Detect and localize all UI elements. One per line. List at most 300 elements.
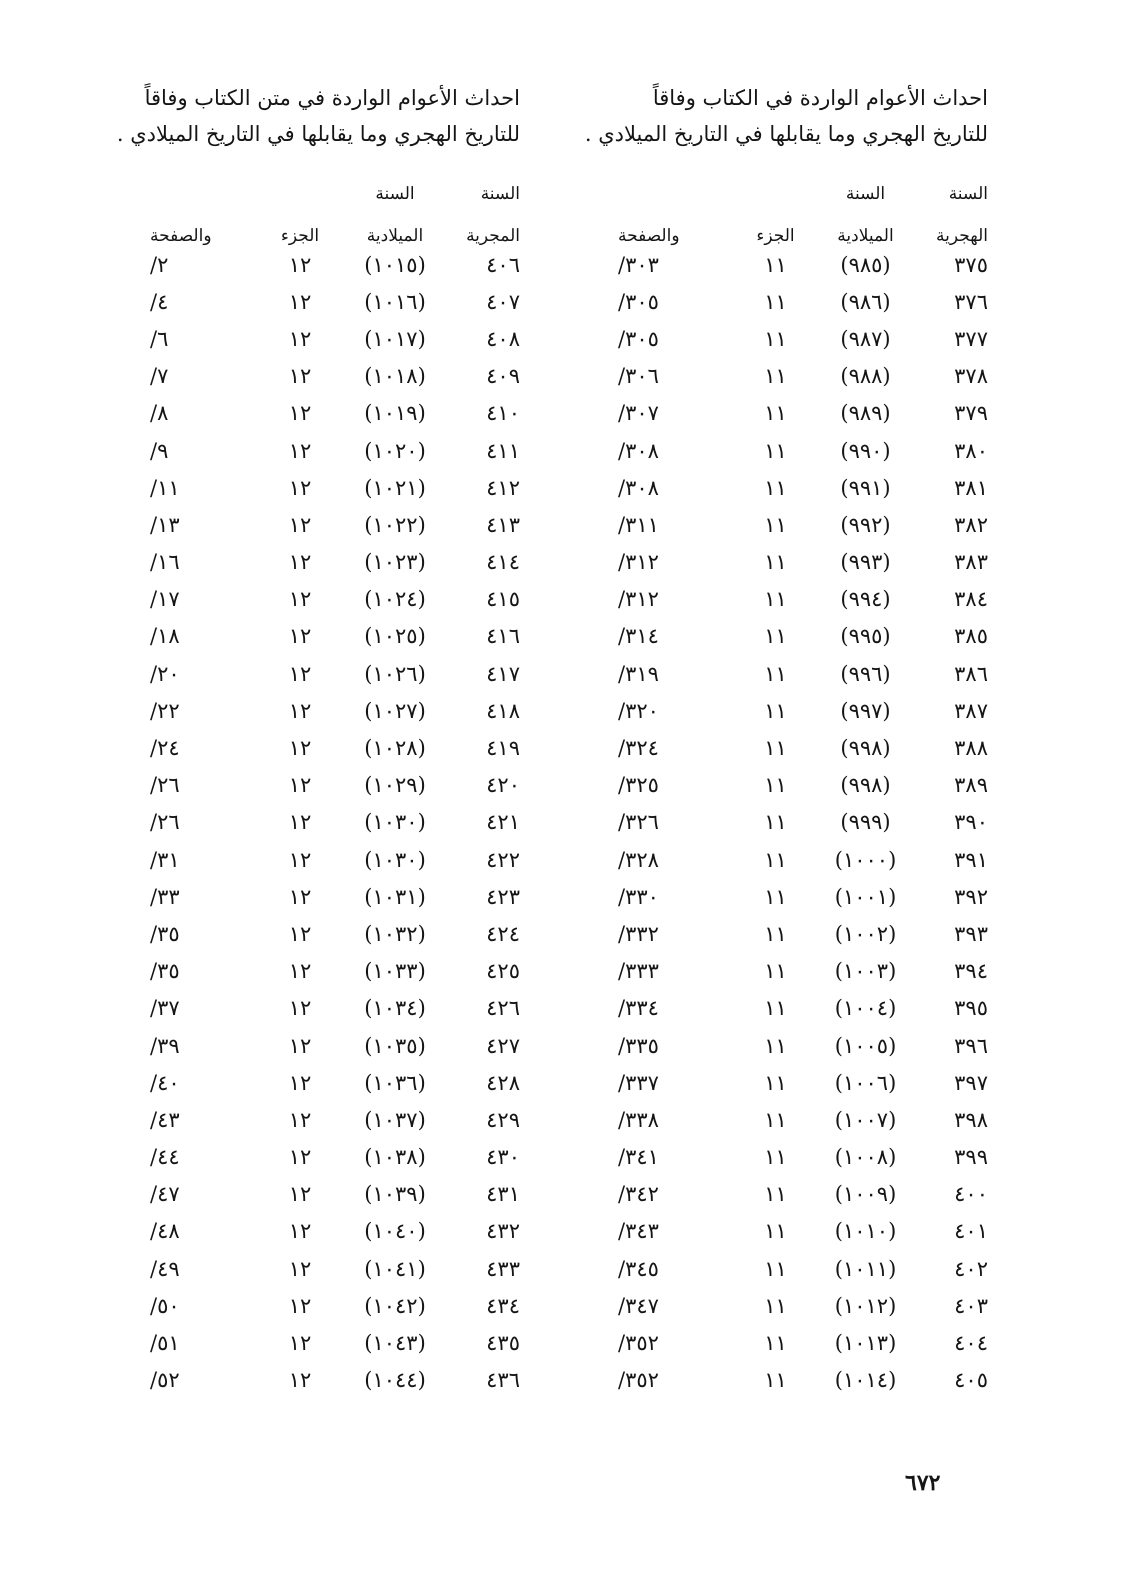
page-cell: ٣٥٢/ xyxy=(618,1368,659,1393)
table-row xyxy=(618,692,988,729)
table-row xyxy=(150,990,520,1027)
part-cell: ١٢ xyxy=(288,289,312,314)
part-cell: ١١ xyxy=(764,661,787,686)
hijri-year-cell: ٤١٣ xyxy=(486,512,520,537)
hijri-year-cell: ٤٠٢ xyxy=(954,1256,988,1281)
table-row xyxy=(150,1101,520,1138)
hijri-year-cell: ٣٩٦ xyxy=(954,1033,988,1058)
gregorian-year-cell: (١٠٢٧) xyxy=(364,698,426,723)
page-cell: ٣٢٥/ xyxy=(618,773,659,798)
page-cell: ٣٢٠/ xyxy=(618,698,659,723)
hijri-year-cell: ٤٢٤ xyxy=(486,921,520,946)
table-row xyxy=(150,246,520,283)
table-row xyxy=(618,283,988,320)
table-row xyxy=(618,320,988,357)
gregorian-year-cell: (٩٨٩) xyxy=(840,401,891,426)
part-cell: ١٢ xyxy=(288,996,312,1021)
page-cell: ٥١/ xyxy=(150,1331,180,1356)
hijri-year-cell: ٤٠٠ xyxy=(954,1182,988,1207)
page-cell: ٣٣٢/ xyxy=(618,921,659,946)
page-cell: ٣٠٣/ xyxy=(618,252,659,277)
part-cell: ١٢ xyxy=(288,512,312,537)
page-cell: ٣٤٥/ xyxy=(618,1256,659,1281)
gregorian-year-cell: (١٠٤١) xyxy=(364,1256,426,1281)
part-cell: ١١ xyxy=(764,475,787,500)
hijri-year-cell: ٤٢٩ xyxy=(486,1107,520,1132)
gregorian-year-cell: (٩٨٨) xyxy=(840,364,891,389)
table-row xyxy=(618,1176,988,1213)
gregorian-year-cell: (١٠٠٥) xyxy=(834,1033,897,1058)
page-cell: ٦/ xyxy=(150,326,169,351)
page-cell: ٣٣٣/ xyxy=(618,959,659,984)
page-cell: ٣٧/ xyxy=(150,996,180,1021)
table-row xyxy=(150,320,520,357)
hijri-year-cell: ٣٩٨ xyxy=(954,1107,988,1132)
part-cell: ١١ xyxy=(764,252,787,277)
page-cell: ٢٦/ xyxy=(150,810,180,835)
gregorian-year-cell: (٩٩١) xyxy=(840,475,891,500)
part-cell: ١١ xyxy=(764,921,787,946)
page-cell: ٢٠/ xyxy=(150,661,180,686)
gregorian-year-cell: (٩٩٧) xyxy=(840,698,891,723)
page-cell: ٤٩/ xyxy=(150,1256,180,1281)
page-cell: ٤٨/ xyxy=(150,1219,180,1244)
left-header-row-top xyxy=(150,162,520,204)
page-cell: ١٨/ xyxy=(150,624,180,649)
hijri-year-cell: ٤٣٣ xyxy=(486,1256,520,1281)
hijri-year-cell: ٣٩٢ xyxy=(954,884,988,909)
hijri-year-cell: ٣٨٨ xyxy=(954,736,988,761)
page-cell: ٣٣٨/ xyxy=(618,1107,659,1132)
page-cell: ٤/ xyxy=(150,289,169,314)
gregorian-year-cell: (٩٩٨) xyxy=(840,736,891,761)
table-row xyxy=(150,655,520,692)
table-row xyxy=(618,990,988,1027)
right-column xyxy=(568,80,988,1399)
part-cell: ١١ xyxy=(764,1107,787,1132)
part-cell: ١١ xyxy=(764,1256,787,1281)
page-cell: ٤٧/ xyxy=(150,1182,180,1207)
hijri-year-cell: ٣٨٧ xyxy=(954,698,988,723)
hijri-year-cell: ٣٩٤ xyxy=(954,959,988,984)
hijri-year-cell: ٣٨٥ xyxy=(954,624,988,649)
part-cell: ١١ xyxy=(764,736,787,761)
part-cell: ١١ xyxy=(764,587,787,612)
table-row xyxy=(618,1250,988,1287)
left-col-page: والصفحة xyxy=(150,226,212,246)
hijri-year-cell: ٤١٥ xyxy=(486,587,520,612)
part-cell: ١٢ xyxy=(288,810,312,835)
hijri-year-cell: ٤٢٥ xyxy=(486,959,520,984)
page-cell: ٣٤٣/ xyxy=(618,1219,659,1244)
hijri-year-cell: ٤٣٥ xyxy=(486,1331,520,1356)
gregorian-year-cell: (١٠٠٧) xyxy=(834,1107,897,1132)
part-cell: ١١ xyxy=(764,364,787,389)
left-table-body xyxy=(150,246,520,1399)
page-cell: ٣٣٤/ xyxy=(618,996,659,1021)
table-row xyxy=(150,283,520,320)
table-row xyxy=(150,618,520,655)
part-cell: ١١ xyxy=(764,1368,787,1393)
part-cell: ١١ xyxy=(764,289,787,314)
part-cell: ١٢ xyxy=(288,736,312,761)
page-number: ٦٧٢ xyxy=(905,1470,941,1496)
gregorian-year-cell: (١٠١٦) xyxy=(364,289,426,314)
part-cell: ١٢ xyxy=(288,773,312,798)
page-cell: ٣٤٢/ xyxy=(618,1182,659,1207)
page-cell: ٣٢٨/ xyxy=(618,847,659,872)
hijri-year-cell: ٤١٤ xyxy=(486,550,520,575)
part-cell: ١١ xyxy=(764,1293,787,1318)
page-cell: ٤٠/ xyxy=(150,1070,180,1095)
gregorian-year-cell: (٩٩٠) xyxy=(840,438,891,463)
hijri-year-cell: ٤١٧ xyxy=(486,661,520,686)
page-cell: ٥٠/ xyxy=(150,1293,180,1318)
gregorian-year-cell: (١٠٣٩) xyxy=(364,1182,426,1207)
hijri-year-cell: ٣٨٦ xyxy=(954,661,988,686)
table-row xyxy=(618,953,988,990)
gregorian-year-cell: (١٠٤٣) xyxy=(364,1331,426,1356)
gregorian-year-cell: (١٠٠٤) xyxy=(834,996,897,1021)
table-row xyxy=(150,358,520,395)
hijri-year-cell: ٤٣٢ xyxy=(486,1219,520,1244)
table-row xyxy=(150,544,520,581)
part-cell: ١١ xyxy=(764,1145,787,1170)
page-cell: ٩/ xyxy=(150,438,169,463)
gregorian-year-cell: (١٠٢٥) xyxy=(364,624,426,649)
gregorian-year-cell: (٩٩٦) xyxy=(840,661,891,686)
hijri-year-cell: ٤٢٢ xyxy=(486,847,520,872)
right-heading-line2: للتاريخ الهجري وما يقابلها في التاريخ الميلادي . xyxy=(584,122,988,146)
left-table xyxy=(150,162,520,1399)
page-cell: ٣٣٧/ xyxy=(618,1070,659,1095)
part-cell: ١٢ xyxy=(288,1033,312,1058)
part-cell: ١١ xyxy=(764,698,787,723)
page-cell: ٣٩/ xyxy=(150,1033,180,1058)
hijri-year-cell: ٤١٩ xyxy=(486,736,520,761)
table-row xyxy=(150,841,520,878)
hijri-year-cell: ٤١٦ xyxy=(486,624,520,649)
table-row xyxy=(618,655,988,692)
part-cell: ١٢ xyxy=(288,1107,312,1132)
part-cell: ١٢ xyxy=(288,1070,312,1095)
part-cell: ١٢ xyxy=(288,252,312,277)
table-row xyxy=(618,1101,988,1138)
gregorian-year-cell: (١٠٣٢) xyxy=(364,921,426,946)
table-row xyxy=(618,767,988,804)
part-cell: ١١ xyxy=(764,959,787,984)
table-row xyxy=(618,618,988,655)
part-cell: ١٢ xyxy=(288,1293,312,1318)
part-cell: ١١ xyxy=(764,1033,787,1058)
table-row xyxy=(618,1213,988,1250)
gregorian-year-cell: (٩٩٤) xyxy=(840,587,891,612)
hijri-year-cell: ٣٧٧ xyxy=(954,326,988,351)
left-col-hijri-bottom: المجرية xyxy=(466,226,520,246)
table-row xyxy=(150,581,520,618)
part-cell: ١١ xyxy=(764,438,787,463)
gregorian-year-cell: (١٠٣٠) xyxy=(364,810,426,835)
gregorian-year-cell: (١٠١٣) xyxy=(834,1331,897,1356)
hijri-year-cell: ٣٩٠ xyxy=(954,810,988,835)
hijri-year-cell: ٣٧٨ xyxy=(954,364,988,389)
left-heading-line1: احداث الأعوام الواردة في متن الكتاب وفاقاً xyxy=(144,86,520,110)
hijri-year-cell: ٤٢٠ xyxy=(486,773,520,798)
page-cell: ٣٣٠/ xyxy=(618,884,659,909)
gregorian-year-cell: (١٠١٩) xyxy=(364,401,426,426)
page-cell: ٣٤١/ xyxy=(618,1145,659,1170)
page-cell: ٢٦/ xyxy=(150,773,180,798)
page-cell: ٣٠٧/ xyxy=(618,401,659,426)
hijri-year-cell: ٤٠١ xyxy=(954,1219,988,1244)
table-row xyxy=(150,915,520,952)
part-cell: ١٢ xyxy=(288,1145,312,1170)
hijri-year-cell: ٣٧٥ xyxy=(954,252,988,277)
part-cell: ١٢ xyxy=(288,401,312,426)
part-cell: ١٢ xyxy=(288,475,312,500)
page-cell: ١٦/ xyxy=(150,550,180,575)
right-table-body xyxy=(618,246,988,1399)
table-row xyxy=(150,804,520,841)
part-cell: ١١ xyxy=(764,624,787,649)
right-col-greg-bottom: الميلادية xyxy=(837,226,894,246)
gregorian-year-cell: (١٠٠٩) xyxy=(834,1182,897,1207)
gregorian-year-cell: (١٠١٧) xyxy=(364,326,426,351)
hijri-year-cell: ٣٩١ xyxy=(954,847,988,872)
hijri-year-cell: ٤٠٣ xyxy=(954,1293,988,1318)
table-row xyxy=(150,767,520,804)
hijri-year-cell: ٣٩٣ xyxy=(954,921,988,946)
part-cell: ١١ xyxy=(764,1182,787,1207)
gregorian-year-cell: (٩٨٥) xyxy=(840,252,891,277)
table-row xyxy=(618,729,988,766)
right-col-hijri-top: السنة xyxy=(948,184,988,204)
page-cell: ٣١/ xyxy=(150,847,180,872)
page-cell: ٢٢/ xyxy=(150,698,180,723)
table-row xyxy=(150,729,520,766)
table-row xyxy=(618,432,988,469)
page-cell: ٥٢/ xyxy=(150,1368,180,1393)
hijri-year-cell: ٤٠٧ xyxy=(486,289,520,314)
page-cell: ٣١٢/ xyxy=(618,550,659,575)
gregorian-year-cell: (١٠٣١) xyxy=(364,884,426,909)
table-row xyxy=(618,358,988,395)
gregorian-year-cell: (١٠٠٦) xyxy=(834,1070,897,1095)
hijri-year-cell: ٤٢٨ xyxy=(486,1070,520,1095)
page-cell: ٣٢٦/ xyxy=(618,810,659,835)
page-cell: ٣٠٥/ xyxy=(618,326,659,351)
gregorian-year-cell: (١٠١٠) xyxy=(834,1219,897,1244)
gregorian-year-cell: (١٠٢٦) xyxy=(364,661,426,686)
right-col-greg-top: السنة xyxy=(845,184,886,204)
page-cell: ٣٥/ xyxy=(150,921,180,946)
right-col-hijri-bottom: الهجرية xyxy=(936,226,988,246)
part-cell: ١١ xyxy=(764,401,787,426)
table-row xyxy=(150,506,520,543)
right-heading xyxy=(568,80,988,152)
hijri-year-cell: ٤٠٦ xyxy=(486,252,520,277)
right-col-page: والصفحة xyxy=(618,226,680,246)
hijri-year-cell: ٣٩٧ xyxy=(954,1070,988,1095)
table-row xyxy=(618,469,988,506)
part-cell: ١٢ xyxy=(288,1368,312,1393)
table-row xyxy=(150,1250,520,1287)
part-cell: ١٢ xyxy=(288,587,312,612)
gregorian-year-cell: (١٠٣٥) xyxy=(364,1033,426,1058)
part-cell: ١٢ xyxy=(288,847,312,872)
left-heading xyxy=(100,80,520,152)
part-cell: ١٢ xyxy=(288,1256,312,1281)
part-cell: ١١ xyxy=(764,512,787,537)
gregorian-year-cell: (٩٨٦) xyxy=(840,289,891,314)
page-cell: ١٧/ xyxy=(150,587,180,612)
part-cell: ١٢ xyxy=(288,1182,312,1207)
gregorian-year-cell: (١٠٢٨) xyxy=(364,736,426,761)
table-row xyxy=(618,878,988,915)
hijri-year-cell: ٣٧٦ xyxy=(954,289,988,314)
gregorian-year-cell: (١٠٤٠) xyxy=(364,1219,426,1244)
gregorian-year-cell: (١٠٠١) xyxy=(834,884,897,909)
table-row xyxy=(618,246,988,283)
hijri-year-cell: ٤٢٣ xyxy=(486,884,520,909)
table-row xyxy=(150,1213,520,1250)
gregorian-year-cell: (٩٩٥) xyxy=(840,624,891,649)
hijri-year-cell: ٣٩٩ xyxy=(954,1145,988,1170)
hijri-year-cell: ٤٣٤ xyxy=(486,1293,520,1318)
table-row xyxy=(618,395,988,432)
hijri-year-cell: ٣٨٠ xyxy=(954,438,988,463)
table-row xyxy=(618,804,988,841)
part-cell: ١١ xyxy=(764,847,787,872)
table-row xyxy=(150,1324,520,1361)
hijri-year-cell: ٣٧٩ xyxy=(954,401,988,426)
page-cell: ٤٣/ xyxy=(150,1107,180,1132)
hijri-year-cell: ٤٠٤ xyxy=(954,1331,988,1356)
gregorian-year-cell: (١٠٢٤) xyxy=(364,587,426,612)
part-cell: ١٢ xyxy=(288,326,312,351)
part-cell: ١١ xyxy=(764,884,787,909)
table-row xyxy=(150,953,520,990)
right-header-row-bottom xyxy=(618,204,988,246)
hijri-year-cell: ٤١٠ xyxy=(486,401,520,426)
hijri-year-cell: ٤٢٦ xyxy=(486,996,520,1021)
gregorian-year-cell: (١٠٠٨) xyxy=(834,1145,897,1170)
hijri-year-cell: ٤٢٧ xyxy=(486,1033,520,1058)
table-row xyxy=(618,915,988,952)
gregorian-year-cell: (١٠٣٤) xyxy=(364,996,426,1021)
page-cell: ٣٣٥/ xyxy=(618,1033,659,1058)
table-row xyxy=(150,1176,520,1213)
hijri-year-cell: ٤٣٠ xyxy=(486,1145,520,1170)
right-table xyxy=(618,162,988,1399)
page-cell: ٣٠٨/ xyxy=(618,475,659,500)
part-cell: ١٢ xyxy=(288,438,312,463)
part-cell: ١١ xyxy=(764,326,787,351)
hijri-year-cell: ٣٨٣ xyxy=(954,550,988,575)
table-row xyxy=(618,1064,988,1101)
gregorian-year-cell: (١٠١١) xyxy=(834,1256,897,1281)
table-row xyxy=(150,692,520,729)
page-cell: ٣٤٧/ xyxy=(618,1293,659,1318)
gregorian-year-cell: (١٠١٨) xyxy=(364,364,426,389)
gregorian-year-cell: (١٠٢٣) xyxy=(364,550,426,575)
gregorian-year-cell: (١٠٠٣) xyxy=(834,959,897,984)
hijri-year-cell: ٤٠٥ xyxy=(954,1368,988,1393)
gregorian-year-cell: (١٠٢١) xyxy=(364,475,426,500)
gregorian-year-cell: (١٠٠٢) xyxy=(834,921,897,946)
gregorian-year-cell: (٩٩٩) xyxy=(840,810,891,835)
page-cell: ٣٢٤/ xyxy=(618,736,659,761)
gregorian-year-cell: (١٠٠٠) xyxy=(834,847,897,872)
table-row xyxy=(150,1027,520,1064)
part-cell: ١٢ xyxy=(288,550,312,575)
table-row xyxy=(618,1027,988,1064)
hijri-year-cell: ٣٩٥ xyxy=(954,996,988,1021)
hijri-year-cell: ٤١٢ xyxy=(486,475,520,500)
table-row xyxy=(150,469,520,506)
part-cell: ١٢ xyxy=(288,364,312,389)
table-row xyxy=(618,1139,988,1176)
part-cell: ١١ xyxy=(764,1070,787,1095)
table-row xyxy=(150,395,520,432)
page-cell: ٣٠٥/ xyxy=(618,289,659,314)
hijri-year-cell: ٣٨٩ xyxy=(954,773,988,798)
hijri-year-cell: ٤٠٨ xyxy=(486,326,520,351)
hijri-year-cell: ٤١١ xyxy=(486,438,520,463)
part-cell: ١٢ xyxy=(288,959,312,984)
page-cell: ٢٤/ xyxy=(150,736,180,761)
hijri-year-cell: ٤١٨ xyxy=(486,698,520,723)
gregorian-year-cell: (١٠١٢) xyxy=(834,1293,897,1318)
table-row xyxy=(618,1324,988,1361)
part-cell: ١٢ xyxy=(288,661,312,686)
gregorian-year-cell: (١٠٣٣) xyxy=(364,959,426,984)
part-cell: ١٢ xyxy=(288,921,312,946)
page-cell: ٣٠٦/ xyxy=(618,364,659,389)
part-cell: ١١ xyxy=(764,1331,787,1356)
left-column xyxy=(100,80,520,1399)
table-row xyxy=(618,1287,988,1324)
page-cell: ٣٥/ xyxy=(150,959,180,984)
hijri-year-cell: ٣٨٤ xyxy=(954,587,988,612)
left-header-row-bottom xyxy=(150,204,520,246)
gregorian-year-cell: (١٠٣٧) xyxy=(364,1107,426,1132)
part-cell: ١١ xyxy=(764,1219,787,1244)
page-cell: ٣٠٨/ xyxy=(618,438,659,463)
page-cell: ٢/ xyxy=(150,252,169,277)
gregorian-year-cell: (٩٨٧) xyxy=(840,326,891,351)
table-row xyxy=(150,1064,520,1101)
page-cell: ٧/ xyxy=(150,364,169,389)
gregorian-year-cell: (١٠٢٩) xyxy=(364,773,426,798)
part-cell: ١١ xyxy=(764,810,787,835)
page-cell: ١١/ xyxy=(150,475,180,500)
table-row xyxy=(618,841,988,878)
hijri-year-cell: ٤٣١ xyxy=(486,1182,520,1207)
gregorian-year-cell: (١٠١٤) xyxy=(834,1368,897,1393)
left-col-hijri-top: السنة xyxy=(480,184,520,204)
page-cell: ٣١١/ xyxy=(618,512,659,537)
page-cell: ٣٥٢/ xyxy=(618,1331,659,1356)
page-cell: ٤٤/ xyxy=(150,1145,180,1170)
gregorian-year-cell: (١٠٣٦) xyxy=(364,1070,426,1095)
part-cell: ١١ xyxy=(764,550,787,575)
part-cell: ١٢ xyxy=(288,884,312,909)
hijri-year-cell: ٤٢١ xyxy=(486,810,520,835)
hijri-year-cell: ٣٨٢ xyxy=(954,512,988,537)
gregorian-year-cell: (١٠٤٢) xyxy=(364,1293,426,1318)
table-row xyxy=(150,1287,520,1324)
